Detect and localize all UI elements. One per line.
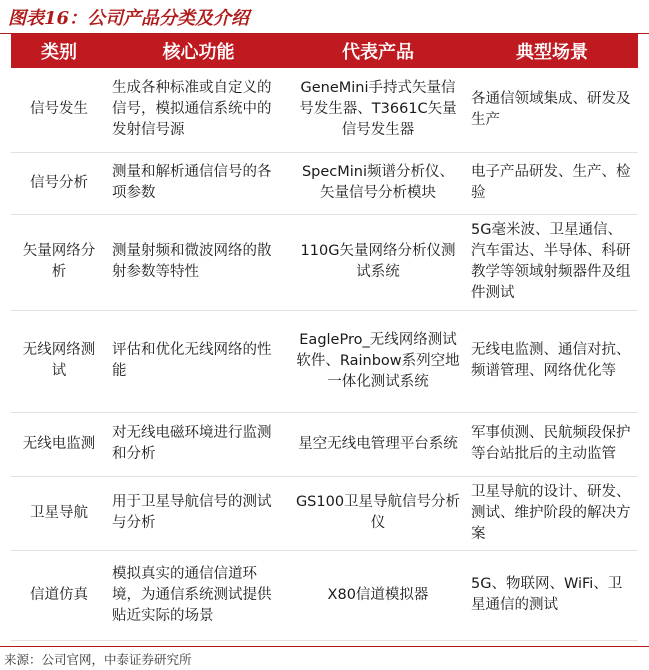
table-row bbox=[11, 152, 638, 214]
table-row bbox=[11, 412, 638, 476]
cell-scenario: 各通信领域集成、研发及生产 bbox=[466, 68, 638, 152]
cell-scenario: 电子产品研发、生产、检验 bbox=[466, 152, 638, 214]
header-category: 类别 bbox=[11, 34, 107, 68]
table-header-row bbox=[11, 34, 638, 68]
cell-category: 信号发生 bbox=[11, 68, 107, 152]
cell-function: 模拟真实的通信信道环境，为通信系统测试提供贴近实际的场景 bbox=[107, 550, 290, 640]
cell-category: 信号分析 bbox=[11, 152, 107, 214]
table-row bbox=[11, 68, 638, 152]
cell-scenario: 卫星导航的设计、研发、测试、维护阶段的解决方案 bbox=[466, 476, 638, 550]
cell-scenario: 无线电监测、通信对抗、频谱管理、网络优化等 bbox=[466, 310, 638, 412]
title-bar bbox=[0, 0, 649, 34]
cell-function: 用于卫星导航信号的测试与分析 bbox=[107, 476, 290, 550]
cell-function: 评估和优化无线网络的性能 bbox=[107, 310, 290, 412]
cell-category: 无线网络测试 bbox=[11, 310, 107, 412]
header-scenario: 典型场景 bbox=[466, 34, 638, 68]
cell-product: X80信道模拟器 bbox=[290, 550, 466, 640]
cell-product: 110G矢量网络分析仪测试系统 bbox=[290, 214, 466, 310]
source-note: 来源：公司官网，中泰证券研究所 bbox=[4, 652, 192, 667]
cell-category: 无线电监测 bbox=[11, 412, 107, 476]
table-row bbox=[11, 310, 638, 412]
bottom-divider bbox=[0, 646, 649, 647]
cell-product: SpecMini频谱分析仪、矢量信号分析模块 bbox=[290, 152, 466, 214]
cell-function: 测量和解析通信信号的各项参数 bbox=[107, 152, 290, 214]
cell-scenario: 5G、物联网、WiFi、卫星通信的测试 bbox=[466, 550, 638, 640]
cell-scenario: 军事侦测、民航频段保护等台站批后的主动监管 bbox=[466, 412, 638, 476]
product-table bbox=[11, 34, 638, 641]
cell-function: 生成各种标准或自定义的信号，模拟通信系统中的发射信号源 bbox=[107, 68, 290, 152]
cell-product: GS100卫星导航信号分析仪 bbox=[290, 476, 466, 550]
table-row bbox=[11, 550, 638, 640]
cell-scenario: 5G毫米波、卫星通信、汽车雷达、半导体、科研教学等领域射频器件及组件测试 bbox=[466, 214, 638, 310]
cell-product: GeneMini手持式矢量信号发生器、T3661C矢量信号发生器 bbox=[290, 68, 466, 152]
cell-category: 矢量网络分析 bbox=[11, 214, 107, 310]
header-function: 核心功能 bbox=[107, 34, 290, 68]
header-product: 代表产品 bbox=[290, 34, 466, 68]
cell-product: EaglePro_无线网络测试软件、Rainbow系列空地一体化测试系统 bbox=[290, 310, 466, 412]
figure-title: 图表16：公司产品分类及介绍 bbox=[8, 8, 250, 29]
table-row bbox=[11, 476, 638, 550]
cell-category: 卫星导航 bbox=[11, 476, 107, 550]
table-row bbox=[11, 214, 638, 310]
cell-function: 测量射频和微波网络的散射参数等特性 bbox=[107, 214, 290, 310]
cell-function: 对无线电磁环境进行监测和分析 bbox=[107, 412, 290, 476]
cell-product: 星空无线电管理平台系统 bbox=[290, 412, 466, 476]
cell-category: 信道仿真 bbox=[11, 550, 107, 640]
